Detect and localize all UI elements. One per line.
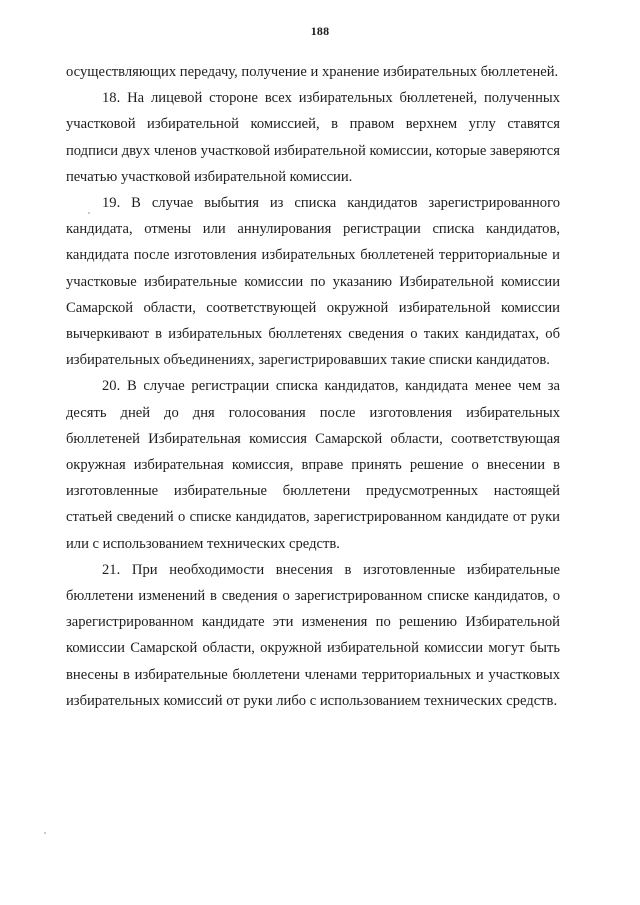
scan-speck (44, 832, 46, 834)
paragraph-item-19: 19. В случае выбытия из списка кандидатов зарегистрированного кандидата, отмены или аннулирования регистрации списка кандидатов, кандидата после изготовления избирательных бюллетеней территориальные и участковые избирательные комиссии по указанию Избирательной комиссии Самарской области, соответствующей окружной избирательной комиссии вычеркивают в избирательных бюллетенях сведения о таких кандидатах, об избирательных объединениях, зарегистрировавших такие списки кандидатов. (66, 195, 560, 369)
paragraph-continuation: осуществляющих передачу, получение и хранение избирательных бюллетеней. (66, 64, 559, 80)
page-number: 188 (310, 24, 330, 38)
paragraph-item-21: 21. При необходимости внесения в изготовленные избирательные бюллетени изменений в сведения о зарегистрированном списке кандидатов, о зарегистрированном кандидате эти изменения по решению Избирательной комиссии Самарской области, окружной избирательной комиссии могут быть внесены в избирательные бюллетени членами территориальных и участковых избирательных комиссий от руки либо с использованием технических средств. (66, 561, 560, 709)
paragraph-item-20: 20. В случае регистрации списка кандидатов, кандидата менее чем за десять дней до дня голосования после изготовления избирательных бюллетеней Избирательная комиссия Самарской области, соответствующая окружная избирательная комиссия, вправе принять решение о внесении в изготовленные избирательные бюллетени предусмотренных настоящей статьей сведений о списке кандидатов, зарегистрированном кандидате от руки или с использованием технических средств. (66, 378, 560, 552)
paragraph-item-18: 18. На лицевой стороне всех избирательных бюллетеней, полученных участковой избирательной комиссией, в правом верхнем углу ставятся подписи двух членов участковой избирательной комиссии, которые заверяются печатью участковой избирательной комиссии. (66, 90, 560, 185)
document-body (66, 59, 560, 714)
scan-speck (88, 212, 90, 214)
